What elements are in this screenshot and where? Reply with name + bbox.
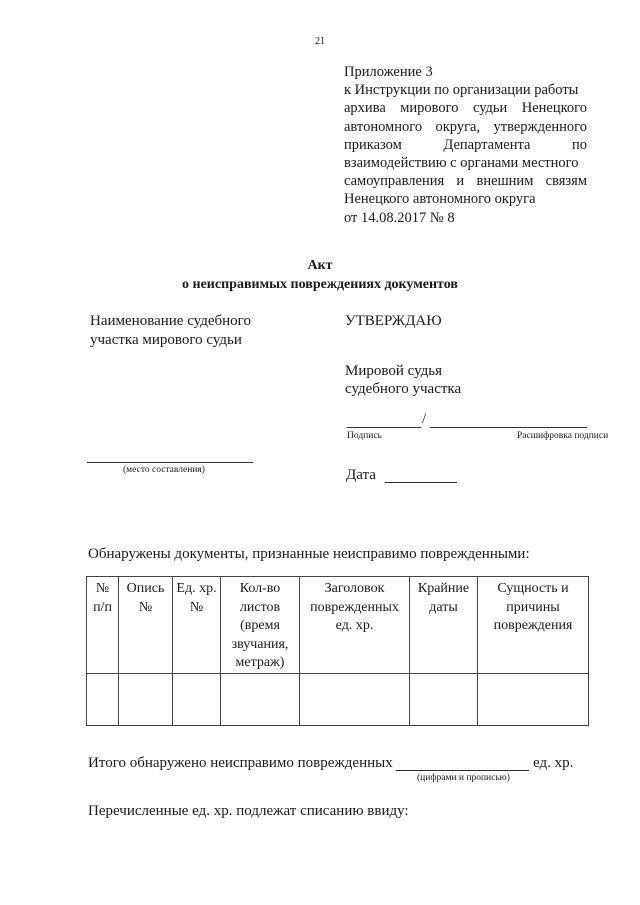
document-subtitle: о неисправимых повреждениях документов <box>182 277 458 292</box>
appendix-word: архива <box>344 100 386 117</box>
appendix-word: Ненецкого <box>521 100 587 117</box>
total-suffix: ед. хр. <box>533 755 574 771</box>
appendix-word: приказом <box>344 136 402 153</box>
header-cell: Заголовок поврежденных ед. хр. <box>300 577 410 674</box>
court-name-label-2: участка мирового судьи <box>90 332 242 348</box>
appendix-word: судьи <box>472 100 508 117</box>
table-cell[interactable] <box>87 673 119 725</box>
appendix-line <box>344 136 587 154</box>
table-cell[interactable] <box>300 673 410 725</box>
place-caption: (место составления) <box>123 465 205 475</box>
total-line <box>396 770 529 771</box>
approve-label: УТВЕРЖДАЮ <box>345 313 442 329</box>
total-caption: (цифрами и прописью) <box>417 773 510 783</box>
appendix-word: и <box>456 173 465 190</box>
page-number: 21 <box>315 36 325 47</box>
place-line <box>87 462 253 463</box>
signature-caption: Подпись <box>347 431 382 441</box>
table-cell[interactable] <box>410 673 478 725</box>
appendix-line <box>344 99 587 117</box>
appendix-block <box>344 63 587 227</box>
appendix-word: Департамента <box>443 136 531 153</box>
header-cell: № п/п <box>87 577 119 674</box>
court-name-label-1: Наименование судебного <box>90 313 251 329</box>
total-label: Итого обнаружено неисправимо поврежденных <box>88 755 393 771</box>
table-cell[interactable] <box>221 673 300 725</box>
table-header-row <box>87 577 589 674</box>
appendix-line <box>344 118 587 136</box>
appendix-word: самоуправления <box>344 173 445 190</box>
appendix-line: от 14.08.2017 № 8 <box>344 209 455 226</box>
appendix-line: взаимодействию с органами местного <box>344 155 579 172</box>
decoding-caption: Расшифровка подписи <box>517 431 609 441</box>
appendix-word: внешним <box>476 173 534 190</box>
header-cell: Крайние даты <box>410 577 478 674</box>
appendix-word: мирового <box>400 100 459 117</box>
judge-label-1: Мировой судья <box>345 363 443 379</box>
document-title: Акт <box>307 258 333 273</box>
appendix-line: к Инструкции по организации работы <box>344 82 579 99</box>
appendix-word: округа, <box>435 118 481 135</box>
judge-label-2: судебного участка <box>345 381 462 397</box>
damage-table <box>86 576 589 726</box>
appendix-word: связям <box>545 173 587 190</box>
table-row <box>87 673 589 725</box>
date-label: Дата <box>346 467 376 483</box>
header-cell: Кол-во листов (время звучания, метраж) <box>221 577 300 674</box>
decoding-line <box>430 427 587 428</box>
date-line <box>385 482 457 483</box>
appendix-heading: Приложение 3 <box>344 64 433 80</box>
appendix-line <box>344 172 587 190</box>
header-cell: Ед. хр. № <box>173 577 221 674</box>
appendix-line: Ненецкого автономного округа <box>344 191 536 208</box>
appendix-word: утвержденного <box>493 118 587 135</box>
found-text: Обнаружены документы, признанные неисправимо поврежденными: <box>88 546 530 562</box>
appendix-word: по <box>571 136 587 153</box>
signature-line <box>347 427 421 428</box>
table-cell[interactable] <box>478 673 589 725</box>
appendix-word: автономного <box>344 118 423 135</box>
final-text: Перечисленные ед. хр. подлежат списанию ввиду: <box>88 803 409 819</box>
table-cell[interactable] <box>119 673 173 725</box>
header-cell: Сущность и причины повреждения <box>478 577 589 674</box>
table-cell[interactable] <box>173 673 221 725</box>
signature-slash: / <box>422 411 427 427</box>
header-cell: Опись № <box>119 577 173 674</box>
